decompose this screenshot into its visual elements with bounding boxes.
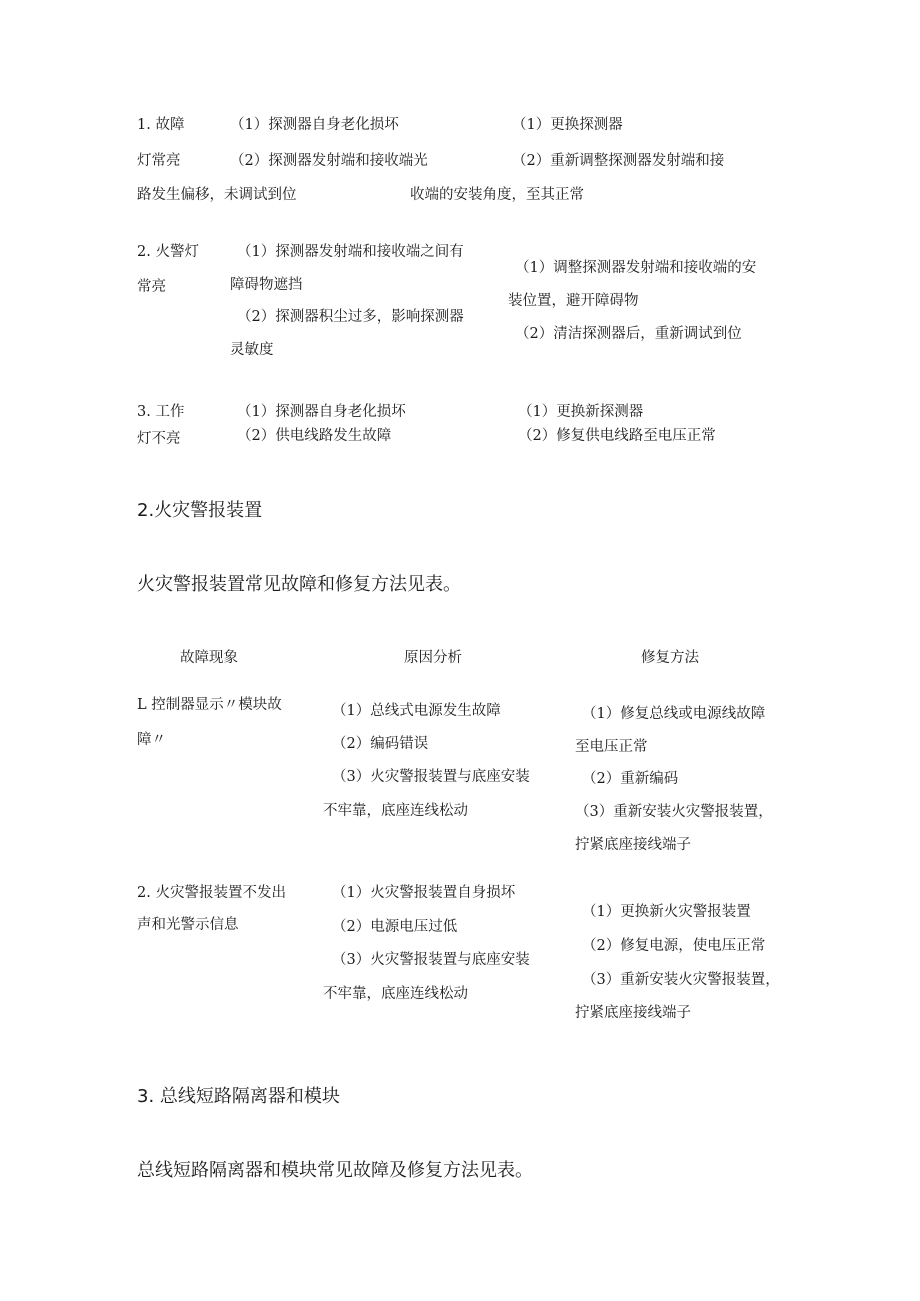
section-intro: 总线短路隔离器和模块常见故障及修复方法见表。 bbox=[137, 1160, 533, 1181]
repair-text: （1）更换新探测器 bbox=[518, 404, 644, 420]
repair-text: 至电压正常 bbox=[575, 739, 648, 755]
cause-text: （2）探测器积尘过多，影响探测器 bbox=[237, 309, 464, 325]
column-header-repair: 修复方法 bbox=[641, 650, 699, 666]
repair-text: 拧紧底座接线端子 bbox=[575, 1005, 691, 1021]
repair-text: 收端的安装角度，至其正常 bbox=[410, 187, 584, 203]
column-header-cause: 原因分析 bbox=[404, 650, 462, 666]
symptom-text: 2. 火灾警报装置不发出 bbox=[137, 885, 286, 901]
cause-text: （2）编码错误 bbox=[332, 736, 429, 752]
symptom-text: 声和光警示信息 bbox=[137, 917, 239, 933]
section-heading: 2.火灾警报装置 bbox=[137, 500, 263, 521]
section-heading: 3. 总线短路隔离器和模块 bbox=[137, 1086, 340, 1107]
cause-text: （3）火灾警报装置与底座安装 bbox=[332, 952, 530, 968]
repair-text: （1）修复总线或电源线故障 bbox=[582, 706, 766, 722]
repair-text: （2）修复供电线路至电压正常 bbox=[518, 428, 716, 444]
cause-text: 不牢靠，底座连线松动 bbox=[323, 986, 468, 1002]
symptom-text: 2. 火警灯 bbox=[137, 244, 199, 260]
cause-text: （2）电源电压过低 bbox=[332, 919, 458, 935]
repair-text: （2）清洁探测器后，重新调试到位 bbox=[515, 326, 742, 342]
cause-text: （2）探测器发射端和接收端光 bbox=[230, 153, 428, 169]
cause-text: 路发生偏移，未调试到位 bbox=[137, 187, 297, 203]
symptom-text: 常亮 bbox=[137, 279, 166, 295]
symptom-text: 灯不亮 bbox=[137, 431, 181, 447]
section-intro: 火灾警报装置常见故障和修复方法见表。 bbox=[137, 574, 461, 595]
repair-text: 装位置，避开障碍物 bbox=[508, 293, 639, 309]
symptom-text: 障〃 bbox=[137, 732, 166, 748]
repair-text: （1）调整探测器发射端和接收端的安 bbox=[515, 260, 757, 276]
symptom-text: 3. 工作 bbox=[137, 404, 185, 420]
cause-text: 不牢靠，底座连线松动 bbox=[323, 803, 468, 819]
repair-text: （3）重新安装火灾警报装置， bbox=[582, 972, 780, 988]
repair-text: （1）更换探测器 bbox=[512, 117, 623, 133]
repair-text: （2）重新调整探测器发射端和接 bbox=[512, 153, 725, 169]
cause-text: 障碍物遮挡 bbox=[230, 277, 303, 293]
symptom-text: 1. 故障 bbox=[137, 117, 185, 133]
symptom-text: 灯常亮 bbox=[137, 153, 181, 169]
repair-text: （1）更换新火灾警报装置 bbox=[582, 904, 751, 920]
cause-text: （3）火灾警报装置与底座安装 bbox=[332, 769, 530, 785]
cause-text: （1）火灾警报装置自身损坏 bbox=[332, 885, 516, 901]
cause-text: 灵敏度 bbox=[230, 342, 274, 358]
repair-text: （2）重新编码 bbox=[582, 771, 679, 787]
cause-text: （1）探测器自身老化损坏 bbox=[230, 117, 399, 133]
cause-text: （1）探测器自身老化损坏 bbox=[237, 404, 406, 420]
cause-text: （1）探测器发射端和接收端之间有 bbox=[237, 244, 464, 260]
cause-text: （2）供电线路发生故障 bbox=[237, 428, 392, 444]
repair-text: （2）修复电源，使电压正常 bbox=[582, 938, 766, 954]
symptom-text: L 控制器显示〃模块故 bbox=[137, 697, 282, 713]
column-header-symptom: 故障现象 bbox=[180, 650, 238, 666]
repair-text: 拧紧底座接线端子 bbox=[575, 837, 691, 853]
cause-text: （1）总线式电源发生故障 bbox=[332, 703, 501, 719]
repair-text: （3）重新安装火灾警报装置， bbox=[575, 804, 773, 820]
